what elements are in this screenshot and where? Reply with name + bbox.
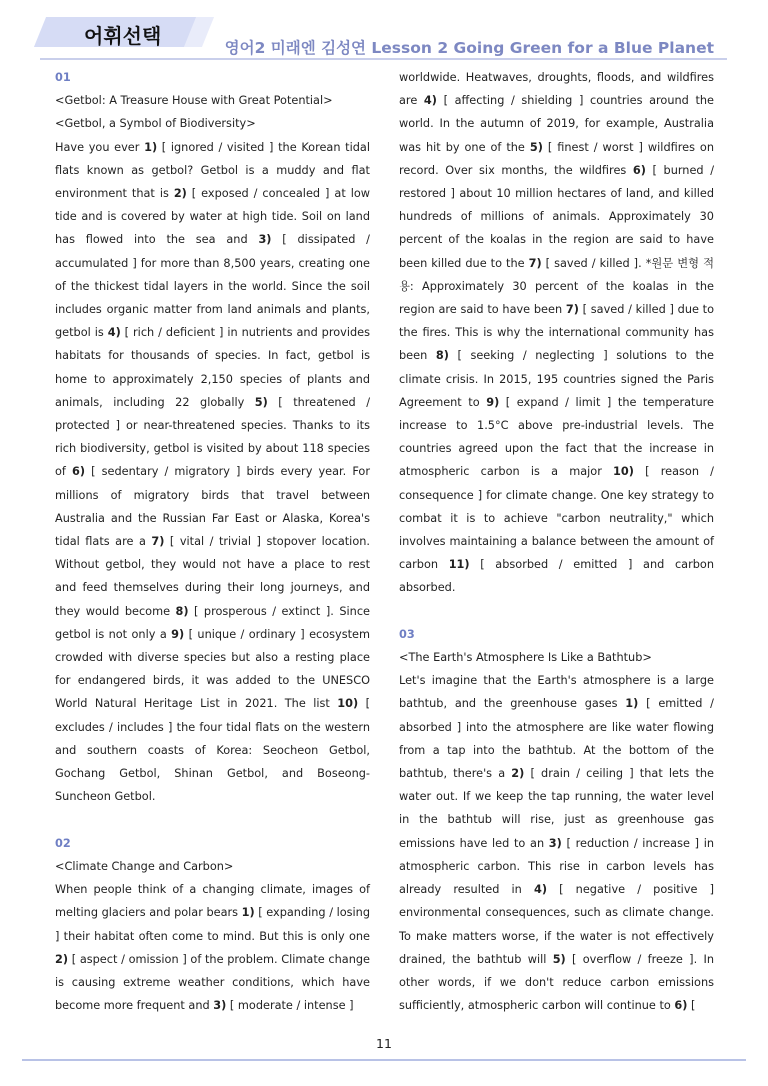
question-number: 6) [632, 163, 646, 177]
section-tab-label: 어휘선택 [84, 24, 162, 48]
question-number: 4) [423, 94, 437, 108]
section-number: 02 [55, 836, 71, 850]
question-number: 5) [552, 952, 566, 966]
question-number: 3) [258, 233, 272, 247]
passage-body [55, 136, 370, 809]
question-number: 5) [529, 140, 543, 154]
passage-body [399, 66, 714, 600]
question-number: 3) [213, 999, 227, 1013]
question-number: 2) [173, 187, 187, 201]
question-number: 10) [613, 465, 634, 479]
passage-text: [ emitted / absorbed ] into the atmosphere are like water flowing from a tap into the bathtub. At the bottom of the bathtub, there's a [399, 697, 714, 781]
passage-text: [ unique / ordinary ] ecosystem crowded with diverse species but also a resting place for endangered birds, it was added to the UNESCO World Natural Heritage List in 2021. The list [55, 627, 370, 711]
passage-text: [ overflow / freeze ]. In other words, if we don't reduce carbon emissions sufficiently, atmospheric carbon will continue to [399, 952, 714, 1013]
question-number: 7) [528, 256, 542, 270]
right-column [399, 66, 714, 1017]
question-number: 11) [448, 558, 470, 572]
passage-text: [ seeking / neglecting ] solutions to the climate crisis. In 2015, 195 countries signed the Paris Agreement to [399, 349, 714, 409]
passage-text: [ ignored / visited ] the Korean tidal flats known as getbol? Getbol is a muddy and flat environment that is [55, 140, 370, 201]
passage-text: [ vital / trivial ] stopover location. Without getbol, they would not have a place to rest and feed themselves during their long journeys, and they would become [55, 535, 370, 618]
passage-text: worldwide. Heatwaves, droughts, floods, and wildfires are [399, 71, 714, 108]
passage-title: <Climate Change and Carbon> [55, 859, 234, 873]
footer-divider [22, 1059, 746, 1061]
page-header [0, 0, 768, 64]
passage-text: [ reason / consequence ] for climate change. One key strategy to combat it is to achieve "carbon neutrality," which involves maintaining a balance between the amount of carbon [399, 465, 714, 572]
lesson-title: 영어2 미래엔 김성연 Lesson 2 Going Green for a Blue Planet [224, 39, 714, 57]
passage-text: [ [687, 999, 696, 1013]
passage-body [399, 669, 714, 1017]
passage-text: [ saved / killed ]. *원문 변형 적용: Approximately 30 percent of the koalas in the region are said to have been [399, 256, 714, 317]
passage-text: [ burned / restored ] about 10 million hectares of land, and killed hundreds of millions of animals. Approximately 30 percent of the koalas in the region are said to have been killed due to the [399, 163, 714, 270]
section-number: 01 [55, 71, 71, 84]
passage-text: [ finest / worst ] wildfires on record. Over six months, the wildfires [399, 140, 714, 177]
question-number: 1) [144, 140, 158, 154]
question-number: 8) [435, 349, 449, 363]
passage-subtitle: <Getbol, a Symbol of Biodiversity> [55, 117, 256, 131]
question-number: 9) [171, 627, 185, 641]
passage-text: [ sedentary / migratory ] birds every year. For millions of migratory birds that travel between Australia and the Russian Far East or Alaska, Korea's tidal flats are a [55, 465, 370, 549]
question-number: 6) [674, 999, 688, 1013]
passage-body [55, 878, 370, 1017]
question-number: 7) [565, 303, 579, 317]
question-number: 1) [241, 906, 255, 920]
passage-text: [ aspect / omission ] of the problem. Climate change is causing extreme weather conditions, which have become more frequent and [55, 952, 370, 1013]
passage-text: [ rich / deficient ] in nutrients and provides habitats for thousands of species. In fact, getbol is home to approximately 2,150 species of plants and animals, including 22 globally [55, 326, 370, 409]
passage-text: [ excludes / includes ] the four tidal flats on the western and southern coasts of Korea: Seocheon Getbol, Gochang Getbol, Shinan Getbol, and Boseong-Suncheon Getbol. [55, 697, 371, 804]
question-number: 2) [55, 952, 69, 966]
question-number: 8) [175, 604, 189, 618]
passage-title: <Getbol: A Treasure House with Great Potential> [55, 94, 333, 108]
passage-text: [ reduction / increase ] in atmospheric carbon. This rise in carbon levels has already resulted in [399, 836, 714, 897]
passage-text: [ threatened / protected ] or near-threatened species. Thanks to its rich biodiversity, getbol is visited by about 118 species of [55, 395, 370, 479]
question-number: 7) [151, 535, 165, 549]
question-number: 6) [71, 465, 86, 479]
question-number: 3) [548, 836, 562, 850]
question-number: 2) [511, 767, 525, 781]
question-number: 9) [486, 395, 500, 409]
question-number: 4) [533, 883, 547, 897]
question-number: 4) [107, 326, 121, 340]
passage-text: [ prosperous / extinct ]. Since getbol is not only a [55, 604, 370, 641]
passage-text: [ saved / killed ] due to the fires. This is why the international community has been [399, 303, 715, 363]
section-number: 03 [399, 627, 415, 641]
passage-text: [ affecting / shielding ] countries around the world. In the autumn of 2019, for example, Australia was hit by one of the [399, 94, 714, 154]
passage-text: [ expanding / losing ] their habitat often come to mind. But this is only one [55, 906, 370, 943]
passage-text: Have you ever [55, 140, 145, 154]
passage-text: [ expand / limit ] the temperature increase to 1.5°C above pre-industrial levels. The countries agreed upon the fact that the increase in atmospheric carbon is a major [399, 395, 714, 479]
passage-text: [ drain / ceiling ] that lets the water out. If we keep the tap running, the water level in the bathtub will rise, just as greenhouse gas emissions have led to an [399, 767, 714, 850]
header-divider [40, 58, 727, 60]
passage-text: [ moderate / intense ] [226, 999, 354, 1013]
passage-text: [ dissipated / accumulated ] for more than 8,500 years, creating one of the thickest tidal layers in the world. Since the soil includes organic matter from land animals and plants, getbol is [55, 233, 370, 340]
passage-text: Let's imagine that the Earth's atmosphere is a large bathtub, and the greenhouse gases [399, 674, 714, 711]
page-number: 11 [376, 1036, 392, 1051]
question-number: 1) [625, 697, 639, 711]
question-number: 10) [337, 697, 359, 711]
left-column [55, 66, 370, 1017]
passage-text: [ absorbed / emitted ] and carbon absorbed. [399, 558, 714, 595]
passage-text: When people think of a changing climate, images of melting glaciers and polar bears [55, 883, 370, 920]
passage-text: [ negative / positive ] environmental consequences, such as climate change. To make matters worse, if the water is not effectively drained, the bathtub will [399, 883, 714, 966]
passage-text: [ exposed / concealed ] at low tide and is covered by water at high tide. Soil on land has flowed into the sea and [55, 187, 370, 247]
passage-title: <The Earth's Atmosphere Is Like a Bathtub> [399, 651, 652, 665]
question-number: 5) [254, 395, 268, 409]
